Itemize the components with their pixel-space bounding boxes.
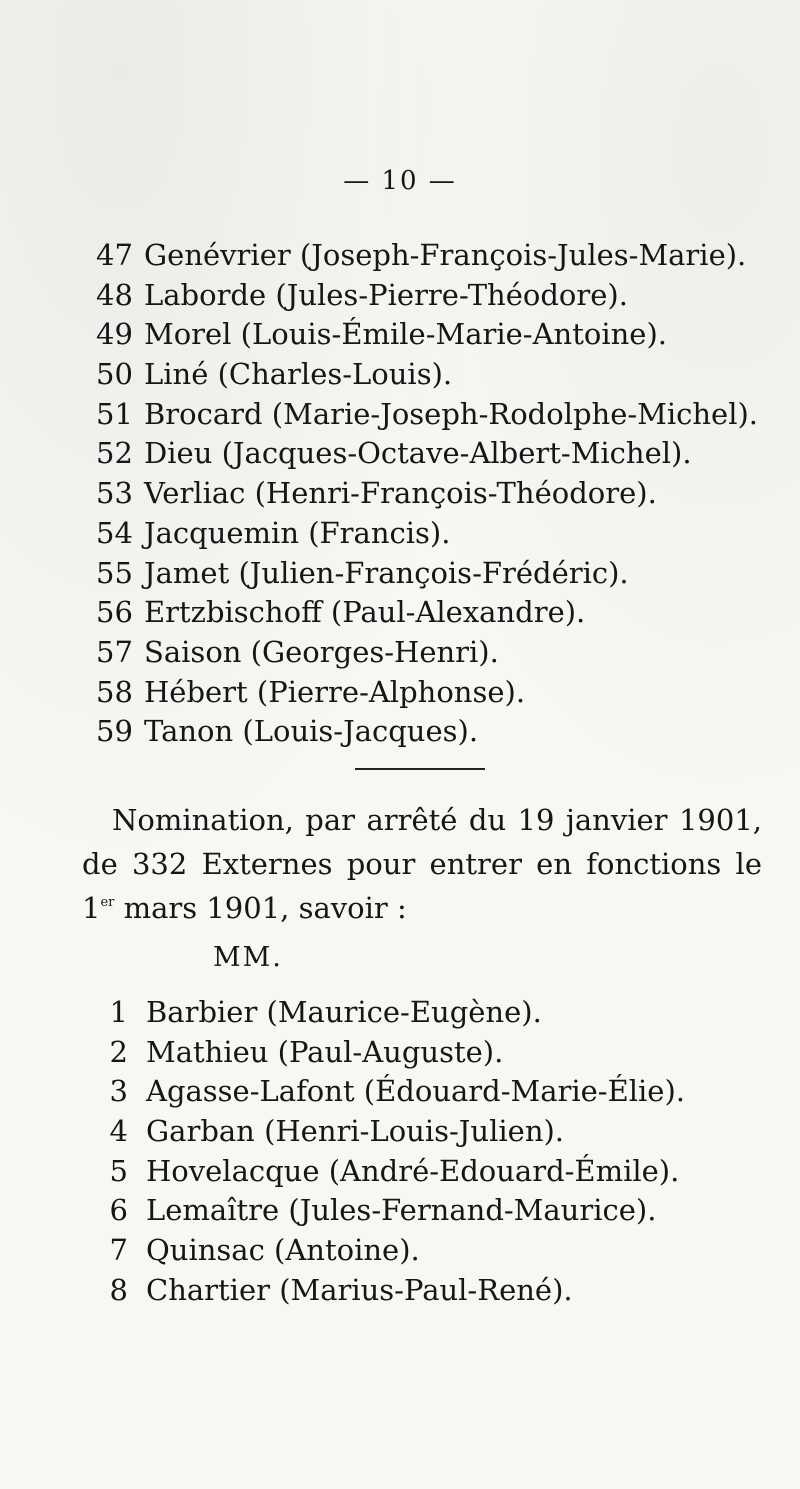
entry-number: 4 — [109, 1114, 128, 1149]
entry-number: 51 — [96, 396, 133, 431]
entry-number: 2 — [109, 1034, 128, 1069]
entry-name: Dieu (Jacques-Octave-Albert-Michel). — [144, 436, 692, 471]
list-item — [96, 474, 758, 514]
entry-name: Liné (Charles-Louis). — [144, 357, 453, 392]
entry-name: Mathieu (Paul-Auguste). — [146, 1034, 504, 1069]
entry-number: 56 — [96, 595, 133, 630]
list-item — [96, 1033, 685, 1073]
entry-number: 3 — [109, 1074, 128, 1109]
entry-name: Brocard (Marie-Joseph-Rodolphe-Michel). — [144, 396, 759, 431]
list-item — [96, 712, 758, 752]
entry-number: 59 — [96, 714, 133, 749]
entry-number: 57 — [96, 634, 133, 669]
entry-name: Hébert (Pierre-Alphonse). — [144, 674, 526, 709]
list-item — [96, 1112, 685, 1152]
entry-name: Genévrier (Joseph-François-Jules-Marie). — [144, 238, 747, 272]
list-item — [96, 355, 758, 395]
list-item — [96, 1072, 685, 1112]
list-item — [96, 1231, 685, 1271]
list-item — [96, 554, 758, 594]
list-item — [96, 633, 758, 673]
list-item — [96, 1152, 685, 1192]
list-item — [96, 315, 758, 355]
page-number: — 10 — — [343, 166, 457, 196]
externes-list — [96, 993, 685, 1311]
list-item — [96, 673, 758, 713]
entry-number: 8 — [109, 1272, 128, 1307]
entry-name: Tanon (Louis-Jacques). — [144, 714, 479, 749]
entry-name: Agasse-Lafont (Édouard-Marie-Élie). — [146, 1074, 686, 1109]
entry-number: 1 — [109, 995, 128, 1029]
list-item — [96, 395, 758, 435]
entry-number: 48 — [96, 277, 133, 312]
list-item — [96, 434, 758, 474]
list-item — [96, 1271, 685, 1311]
entry-number: 7 — [109, 1233, 128, 1268]
entry-number: 58 — [96, 674, 133, 709]
nomination-text-end: mars 1901, savoir : — [114, 891, 407, 925]
list-item — [96, 1191, 685, 1231]
salutation: MM. — [213, 942, 283, 973]
list-item — [96, 236, 758, 276]
entry-name: Jamet (Julien-François-Frédéric). — [144, 555, 629, 590]
entry-number: 52 — [96, 436, 133, 471]
entry-number: 47 — [96, 238, 133, 272]
entry-name: Laborde (Jules-Pierre-Théodore). — [144, 277, 628, 312]
entry-number: 49 — [96, 317, 133, 352]
entry-name: Chartier (Marius-Paul-René). — [146, 1272, 573, 1307]
entry-name: Saison (Georges-Henri). — [144, 634, 499, 669]
entry-number: 5 — [109, 1153, 128, 1188]
list-item — [96, 593, 758, 633]
list-item — [96, 993, 685, 1033]
entry-name: Ertzbischoff (Paul-Alexandre). — [144, 595, 586, 630]
entry-name: Hovelacque (André-Edouard-Émile). — [146, 1153, 680, 1188]
nomination-paragraph — [82, 798, 762, 930]
entry-number: 50 — [96, 357, 133, 392]
entry-number: 53 — [96, 476, 133, 511]
section-separator — [355, 768, 485, 770]
entry-number: 55 — [96, 555, 133, 590]
list-item — [96, 276, 758, 316]
entry-number: 54 — [96, 515, 133, 550]
externes-list-continued — [96, 236, 758, 752]
entry-name: Lemaître (Jules-Fernand-Maurice). — [146, 1193, 657, 1228]
entry-name: Quinsac (Antoine). — [146, 1233, 420, 1268]
nomination-text: Nomination, par arrêté du 19 janvier 1901, de 332 Externes pour entrer en fonctions le 1 — [82, 803, 762, 925]
entry-name: Jacquemin (Francis). — [144, 515, 451, 550]
entry-number: 6 — [109, 1193, 128, 1228]
list-item — [96, 514, 758, 554]
ordinal-superscript: er — [100, 895, 115, 910]
entry-name: Barbier (Maurice-Eugène). — [146, 995, 542, 1029]
entry-name: Morel (Louis-Émile-Marie-Antoine). — [144, 317, 667, 352]
entry-name: Garban (Henri-Louis-Julien). — [146, 1114, 565, 1149]
entry-name: Verliac (Henri-François-Théodore). — [144, 476, 657, 511]
